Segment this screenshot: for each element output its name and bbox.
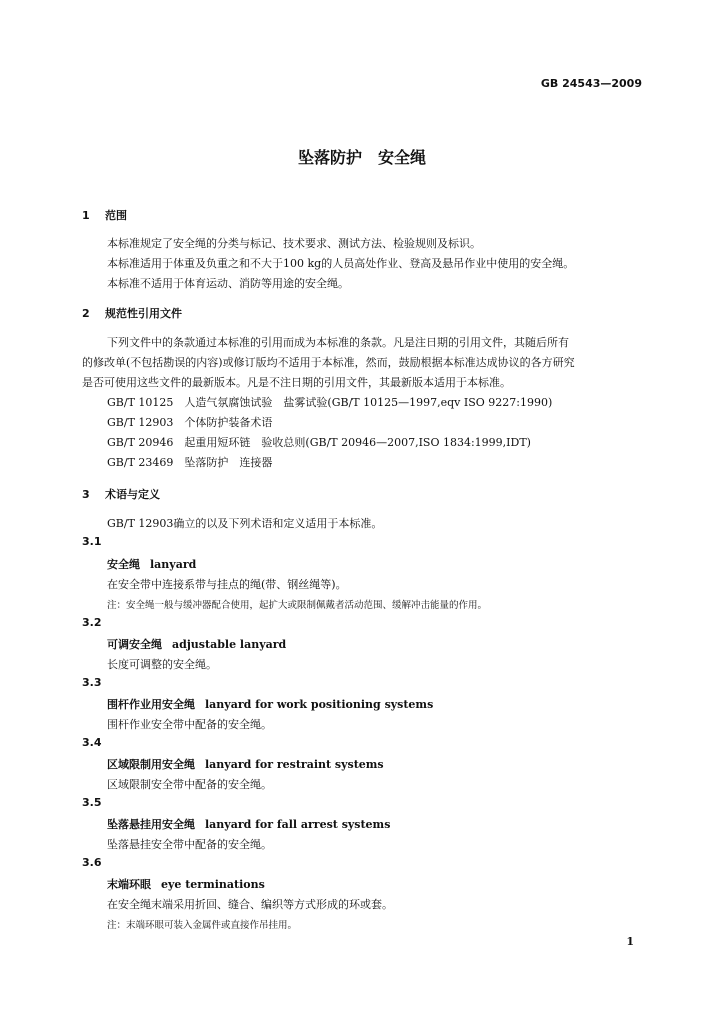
term-heading bbox=[107, 876, 265, 892]
standard-number: GB 24543—2009 bbox=[540, 77, 642, 90]
page-title: 坠落防护 安全绳 bbox=[297, 148, 426, 167]
reference-item: GB/T 12903 个体防护装备术语 bbox=[107, 416, 273, 429]
section-number: 1 bbox=[82, 209, 90, 222]
clause-number: 3.4 bbox=[82, 736, 102, 749]
paragraph: 本标准规定了安全绳的分类与标记、技术要求、测试方法、检验规则及标识。 bbox=[107, 237, 481, 250]
section-number: 2 bbox=[82, 307, 90, 320]
paragraph: 的修改单(不包括勘误的内容)或修订版均不适用于本标准，然而，鼓励根据本标准达成协议的各方研究 bbox=[82, 356, 575, 369]
term-definition: 坠落悬挂安全带中配备的安全绳。 bbox=[107, 838, 272, 851]
paragraph: 是否可使用这些文件的最新版本。凡是不注日期的引用文件，其最新版本适用于本标准。 bbox=[82, 376, 511, 389]
term-heading bbox=[107, 696, 433, 712]
reference-item: GB/T 23469 坠落防护 连接器 bbox=[107, 456, 273, 469]
term-en: adjustable lanyard bbox=[172, 638, 287, 651]
term-heading bbox=[107, 556, 196, 572]
section-title: 术语与定义 bbox=[105, 488, 160, 501]
term-en: eye terminations bbox=[161, 878, 265, 891]
term-en: lanyard for restraint systems bbox=[205, 758, 384, 771]
term-en: lanyard for work positioning systems bbox=[205, 698, 434, 711]
paragraph: GB/T 12903确立的以及下列术语和定义适用于本标准。 bbox=[107, 517, 383, 530]
term-definition: 围杆作业安全带中配备的安全绳。 bbox=[107, 718, 272, 731]
term-definition: 区域限制安全带中配备的安全绳。 bbox=[107, 778, 272, 791]
section-1-heading bbox=[82, 207, 127, 223]
term-heading bbox=[107, 756, 384, 772]
section-number: 3 bbox=[82, 488, 90, 501]
section-title: 范围 bbox=[105, 209, 127, 222]
term-en: lanyard for fall arrest systems bbox=[205, 818, 391, 831]
term-zh: 末端环眼 bbox=[107, 878, 151, 891]
paragraph: 本标准适用于体重及负重之和不大于100 kg的人员高处作业、登高及悬吊作业中使用的安全绳。 bbox=[107, 257, 575, 270]
section-3-heading bbox=[82, 486, 160, 502]
term-definition: 在安全绳末端采用折回、缝合、编织等方式形成的环或套。 bbox=[107, 898, 393, 911]
clause-number: 3.6 bbox=[82, 856, 102, 869]
term-zh: 可调安全绳 bbox=[107, 638, 162, 651]
reference-item: GB/T 10125 人造气氛腐蚀试验 盐雾试验(GB/T 10125—1997,eqv ISO 9227:1990) bbox=[107, 396, 553, 409]
paragraph: 本标准不适用于体育运动、消防等用途的安全绳。 bbox=[107, 277, 349, 290]
term-en: lanyard bbox=[150, 558, 197, 571]
term-definition: 长度可调整的安全绳。 bbox=[107, 658, 217, 671]
term-zh: 安全绳 bbox=[107, 558, 140, 571]
clause-number: 3.5 bbox=[82, 796, 102, 809]
term-zh: 区域限制用安全绳 bbox=[107, 758, 195, 771]
term-definition: 在安全带中连接系带与挂点的绳(带、钢丝绳等)。 bbox=[107, 578, 347, 591]
term-zh: 围杆作业用安全绳 bbox=[107, 698, 195, 711]
section-2-heading bbox=[82, 305, 182, 321]
page-number: 1 bbox=[626, 935, 634, 948]
term-heading bbox=[107, 636, 286, 652]
term-note: 注：安全绳一般与缓冲器配合使用，起扩大或限制佩戴者活动范围、缓解冲击能量的作用。 bbox=[107, 600, 488, 611]
term-zh: 坠落悬挂用安全绳 bbox=[107, 818, 195, 831]
paragraph: 下列文件中的条款通过本标准的引用而成为本标准的条款。凡是注日期的引用文件，其随后所有 bbox=[107, 336, 569, 349]
clause-number: 3.2 bbox=[82, 616, 102, 629]
reference-item: GB/T 20946 起重用短环链 验收总则(GB/T 20946—2007,ISO 1834:1999,IDT) bbox=[107, 436, 531, 449]
clause-number: 3.3 bbox=[82, 676, 102, 689]
term-note: 注：末端环眼可装入金属件或直接作吊挂用。 bbox=[107, 920, 298, 931]
section-title: 规范性引用文件 bbox=[105, 307, 182, 320]
term-heading bbox=[107, 816, 390, 832]
clause-number: 3.1 bbox=[82, 535, 102, 548]
